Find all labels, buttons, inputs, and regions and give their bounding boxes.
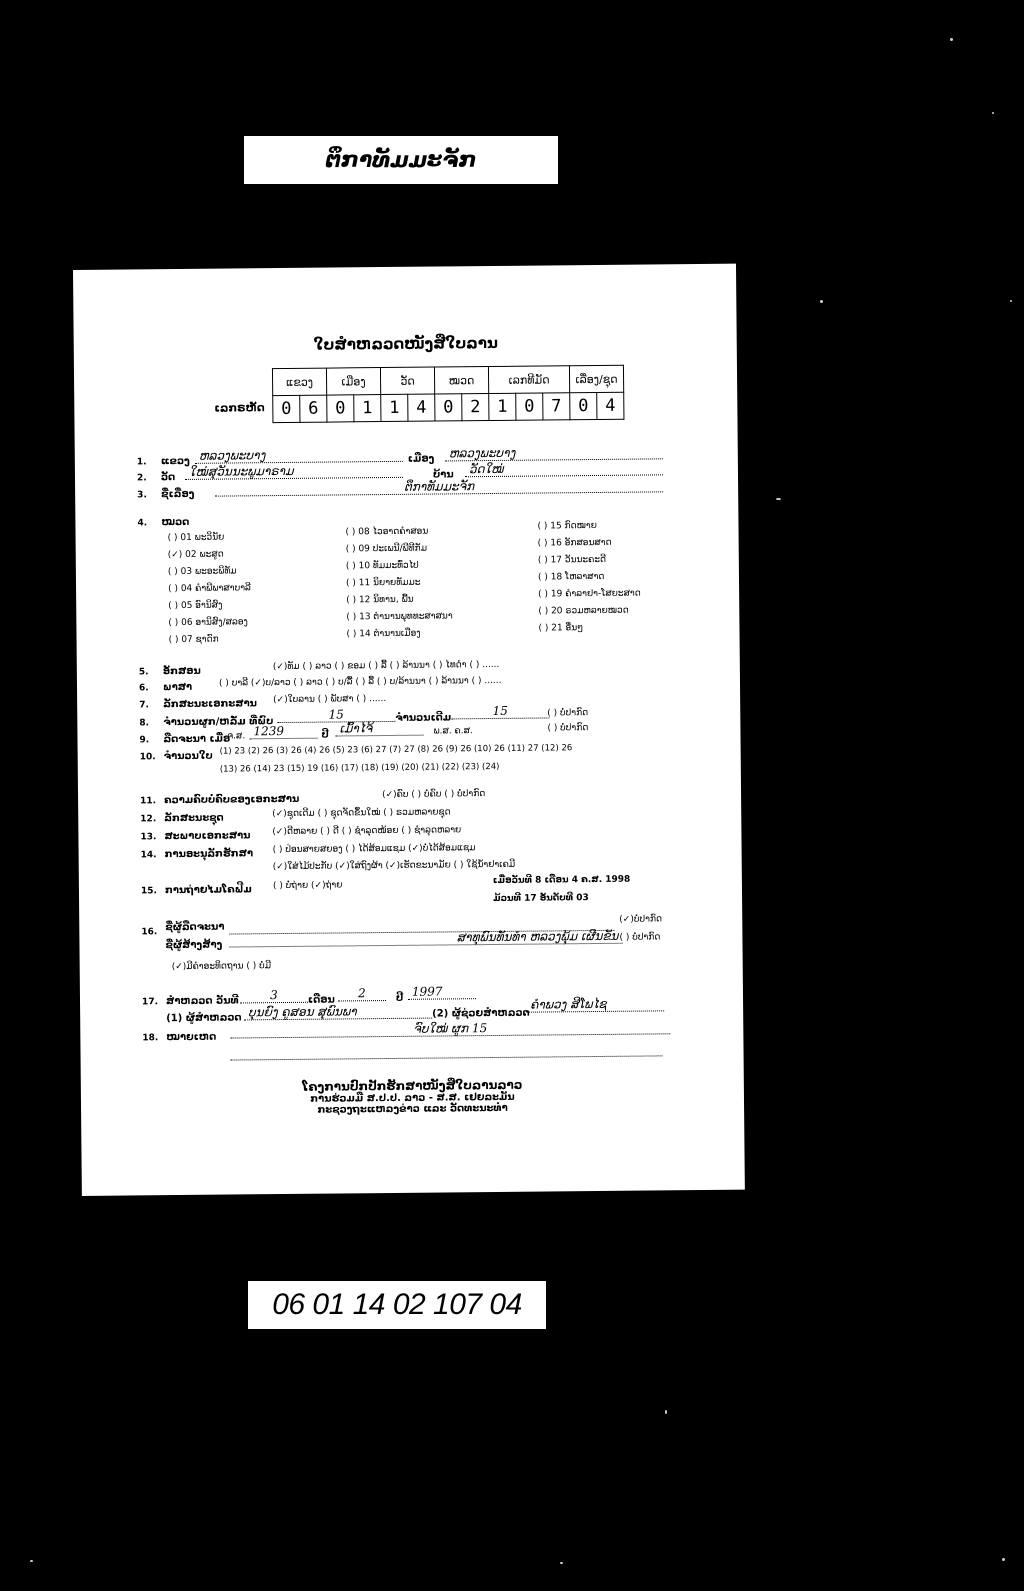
field-label: ລືດຈະນາ ເມື່ອ [163,733,231,746]
field-number: 8. [139,718,150,729]
dedication-options: (✓)ມີຄໍາອະທິດຖານ ( ) ບໍ່ມີ [171,961,272,973]
title-label: ຕຶກາທັມມະຈັກ [244,136,558,184]
category-option: ( ) 19 ຄໍາລາຢາ-ໂສຍະສາດ [538,588,641,600]
survey-day-value: 3 [240,988,308,1004]
category-option: ( ) 13 ຕໍານານພຸທທະສາສນາ [346,611,453,623]
code-table [272,365,625,423]
field-number: 5. [138,667,149,678]
fascicles-original-value: 15 [451,703,549,719]
category-option: ( ) 08 ໄວອາດຄໍາສອນ [345,526,429,538]
field-number: 11. [140,796,157,807]
field-label: ເດືອນ [307,994,335,1006]
category-option: ( ) 20 ຣວມຫລາຍໝວດ [538,605,629,617]
leaf-counts-line-1: (1) 23 (2) 26 (3) 26 (4) 26 (5) 23 (6) 27 (7) 27 (8) 26 (9) 26 (10) 26 (11) 27 (12) 26 [219,743,573,757]
sponsor-value: ສາທຸພົນທັນທໍາ ຫລວງພຸ້ມ ເຜີນຂັນ [229,929,622,948]
not-stated-option: ( ) ບໍ່ປາກົດ [619,932,661,943]
field-number: 10. [139,752,156,763]
scan-noise-speck [992,112,994,114]
code-digit: 1 [354,395,381,422]
condition-options: (✓)ດີຫລາຍ ( ) ດີ ( ) ຊໍາລຸດໜ້ອຍ ( ) ຊໍາລຸດຫລາຍ [272,825,462,838]
field-label: ແຂວງ [160,455,190,468]
not-stated-option: ( ) ບໍ່ປາກົດ [547,723,589,734]
code-header-bundle: ເລກທີມັດ [488,366,569,394]
survey-year-value: 1997 [408,984,476,1000]
field-label: ວັດ [160,472,176,484]
code-digit: 1 [381,394,408,421]
code-header-title: ເລື່ອງ/ຊຸດ [569,365,623,393]
manuscript-code-label: 06 01 14 02 107 04 [248,1281,546,1329]
code-digit: 0 [570,392,597,419]
survey-form-sheet [73,264,745,1196]
category-option: ( ) 21 ອື່ນໆ [538,623,584,634]
field-label: ຈໍານວນຜູກ/ຫລັ່ມ ທີ່ພົບ [163,716,274,729]
field-label: ຊື່ຜູ້ສ້າງສ້າງ [165,939,223,952]
field-label: ອັກສອນ [162,665,201,678]
material-options: (✓)ໃບລານ ( ) ພັບສາ ( ) ...... [273,694,387,706]
district-value: ຫລວງພະບາງ [445,444,663,461]
field-label: ສະພາບເອກະສານ [164,830,251,843]
category-option: ( ) 10 ທັມມະທົ່ວໄປ [345,560,419,572]
inscription-year-value: 1239 [249,724,317,740]
set-type-options: (✓)ຊຸດເດີມ ( ) ຊຸດຈັດຂຶ້ນໃໝ່ ( ) ຣວມຫລາຍຊຸດ [272,807,451,820]
code-digit: 0 [516,393,543,420]
code-digit: 0 [273,395,300,422]
field-label: ຊື່ເລື່ອງ [161,488,195,501]
form-footer [81,1076,744,1118]
field-label: ເມືອງ [407,453,435,465]
field-number: 17. [141,997,159,1008]
category-option: ( ) 11 ນິຍາຍທັມມະ [345,577,421,589]
script-options: (✓)ທັມ ( ) ລາວ ( ) ຂອມ ( ) ລື້ ( ) ລ້ານນາ ( ) ໄທດໍາ ( ) ...... [272,659,500,673]
field-label: ການຖ່າຍໄມໂຄຟີມ [164,884,252,897]
survey-month-value: 2 [338,986,386,1001]
field-label: ສໍາຫລວດ ວັນທີ [165,995,239,1008]
scan-noise-speck [665,1410,667,1414]
field-label: ການອະນຸລັກຮັກສາ [164,848,254,861]
remarks-value: ຈົບໃໝ່ ຜູກ 15 [230,1019,670,1038]
era-prefix: ຈ.ສ. [227,731,246,742]
microfilm-date: ເມື່ອວັນທີ 8 ເດືອນ 4 ຄ.ສ. 1998 [492,874,631,886]
code-digit: 4 [597,392,624,419]
code-header-province: ແຂວງ [272,368,326,396]
footer-ministry: ກະຊວງຖະແຫລງຂ່າວ ແລະ ວັດທະນະທໍາ [317,1102,508,1116]
category-option: ( ) 14 ຕໍານານເມືອງ [346,628,421,640]
field-number: 3. [137,490,147,501]
category-option: ( ) 15 ກົດໝາຍ [537,520,597,532]
category-option: ( ) 17 ວັນນະຄະດີ [537,554,607,566]
leaf-counts-line-2: (13) 26 (14) 23 (15) 19 (16) (17) (18) (19) (20) (21) (22) (23) (24) [219,761,500,775]
category-option: ( ) 16 ອັກສອນສາດ [537,537,612,549]
surveyor-value: ບຸນຍົງ ຄູສອນ ສຸພົນພາ [244,1004,432,1021]
category-option: ( ) 03 ພະອະພິທັມ [167,566,237,578]
field-label: ໝາຍເຫດ [166,1031,217,1044]
assistant-value: ຄໍາພວງ ສີໂພໄຊ [526,996,664,1012]
footer-project: ໂຄງການປົກປັກຮັກສາໜັງສືໃບລານລາວ [302,1077,523,1094]
field-label: ປີ [321,729,329,741]
temple-value: ໃໝ່ສຸວັນນະພູມາຣາມ [185,463,403,480]
field-label: ພາສາ [162,681,193,694]
code-digit: 4 [408,394,435,421]
category-option: ( ) 12 ນິທານ, ພື້ນ [346,594,414,606]
code-label: ເລກຣຫັດ [214,401,265,415]
code-digit: 2 [462,394,489,421]
category-option: ( ) 05 ອົານິສົງ [168,600,223,612]
field-number: 1. [136,457,147,468]
form-title: ໃບສໍາຫລວດໜັງສືໃບລານ [313,333,498,354]
not-stated-option: ( ) ບໍ່ປາກົດ [547,708,589,719]
category-option: ( ) 07 ຊາດົກ [168,634,219,646]
province-value: ຫລວງພະບາງ [195,447,403,464]
code-digit: 6 [300,395,327,422]
footer-cooperation: ການຮ່ວມມື ສ.ປ.ປ. ລາວ - ສ.ສ. ເຢຍລະມັນ [310,1091,515,1105]
field-number: 6. [138,683,149,694]
field-label: ລັກສະນະເອກະສານ [163,698,258,711]
code-header-category: ໝວດ [434,367,488,395]
field-number: 12. [140,814,157,825]
field-label: ລັກສະນະຊຸດ [164,812,224,825]
not-stated-option: (✓)ບໍ່ປາກົດ [619,914,663,925]
microfilm-reel: ມ້ວນທີ 17 ອັນດັບທີ 03 [493,893,589,904]
field-label: ໝວດ [161,516,190,529]
fascicles-found-value: 15 [277,707,395,723]
microfilm-options: ( ) ບໍ່ຖ່າຍ (✓)ຖ່າຍ [272,880,343,892]
code-digit: 1 [489,393,516,420]
category-option: ( ) 18 ໂຫລາສາດ [537,571,605,583]
field-number: 2. [136,473,147,484]
code-digit: 7 [543,393,570,420]
field-label: ບ້ານ [432,469,454,481]
field-label: ຈໍານວນໃບ [163,750,213,763]
field-number: 4. [137,518,148,529]
category-option: ( ) 06 ອານິສົງ/ສລອງ [168,617,248,629]
field-number: 18. [142,1033,159,1044]
code-header-district: ເມືອງ [326,368,380,396]
scan-noise-speck [820,300,823,303]
scan-noise-speck [950,38,953,41]
scan-noise-speck [560,1562,563,1564]
scan-noise-speck [776,498,781,500]
field-number: 7. [139,700,149,711]
era-labels: ພ.ສ. ຄ.ສ. [433,726,473,737]
category-option: (✓) 02 ພະສູດ [167,549,224,561]
scan-noise-speck [30,1560,33,1562]
conservation-options-2: (✓)ໃສ່ໄມ້ປະກັບ (✓)ໃສ່ຖົງຜ້າ (✓)ເຮັດຂະນາມັຍ ( ) ໃຊ້ນໍ້າຢາເຄມີ [272,859,516,873]
code-digit: 0 [327,395,354,422]
field-label: ຈໍານວນເດີມ [395,712,452,724]
code-digit: 0 [435,394,462,421]
scan-noise-speck [1010,300,1012,302]
conservation-options-1: ( ) ປ່ອນສາຍສຍອງ ( ) ໄດ້ສ້ອມແຊມ (✓)ບໍ່ໄດ້ສ້ອມແຊມ [272,843,476,856]
manuscript-title-value: ຕຶກາທັມມະຈັກ [215,477,663,496]
field-label: ປີ [395,992,404,1004]
field-number: 9. [139,735,150,746]
language-options: ( ) ບາລີ (✓)ບ/ລາວ ( ) ລາວ ( ) ບ/ລື້ ( ) ລື້ ( ) ບ/ລ້ານນາ ( ) ລ້ານນາ ( ) ...... [218,675,502,689]
completeness-options: (✓)ຄົບ ( ) ບໍ່ຄົບ ( ) ບໍ່ປາກົດ [382,789,486,801]
scan-noise-speck [1002,1558,1005,1561]
village-value: ວັດໃໝ່ [465,460,663,477]
field-number: 13. [140,832,157,843]
field-number: 15. [140,886,157,897]
category-option: ( ) 04 ຄໍາພີພາສາບາລີ [168,583,251,595]
year-name-value: ເມົ້າໄຈ້ [335,721,423,737]
field-label: (2) ຜູ້ຊ່ວຍສໍາຫລວດ [432,1007,530,1020]
field-label: ຄວາມຄົບບໍ່ຄົບຂອງເອກະສານ [164,793,300,807]
field-label: ຊື່ຜູ້ລືດຈະນາ [165,921,225,934]
category-option: ( ) 09 ປະເພນີ/ພີທີກັມ [345,543,428,555]
field-number: 16. [141,927,158,938]
category-option: ( ) 01 ພະວິນັຍ [167,532,225,544]
field-label: (1) ຜູ້ສໍາຫລວດ [166,1012,242,1025]
field-number: 14. [140,850,157,861]
code-header-temple: ວັດ [380,367,434,395]
